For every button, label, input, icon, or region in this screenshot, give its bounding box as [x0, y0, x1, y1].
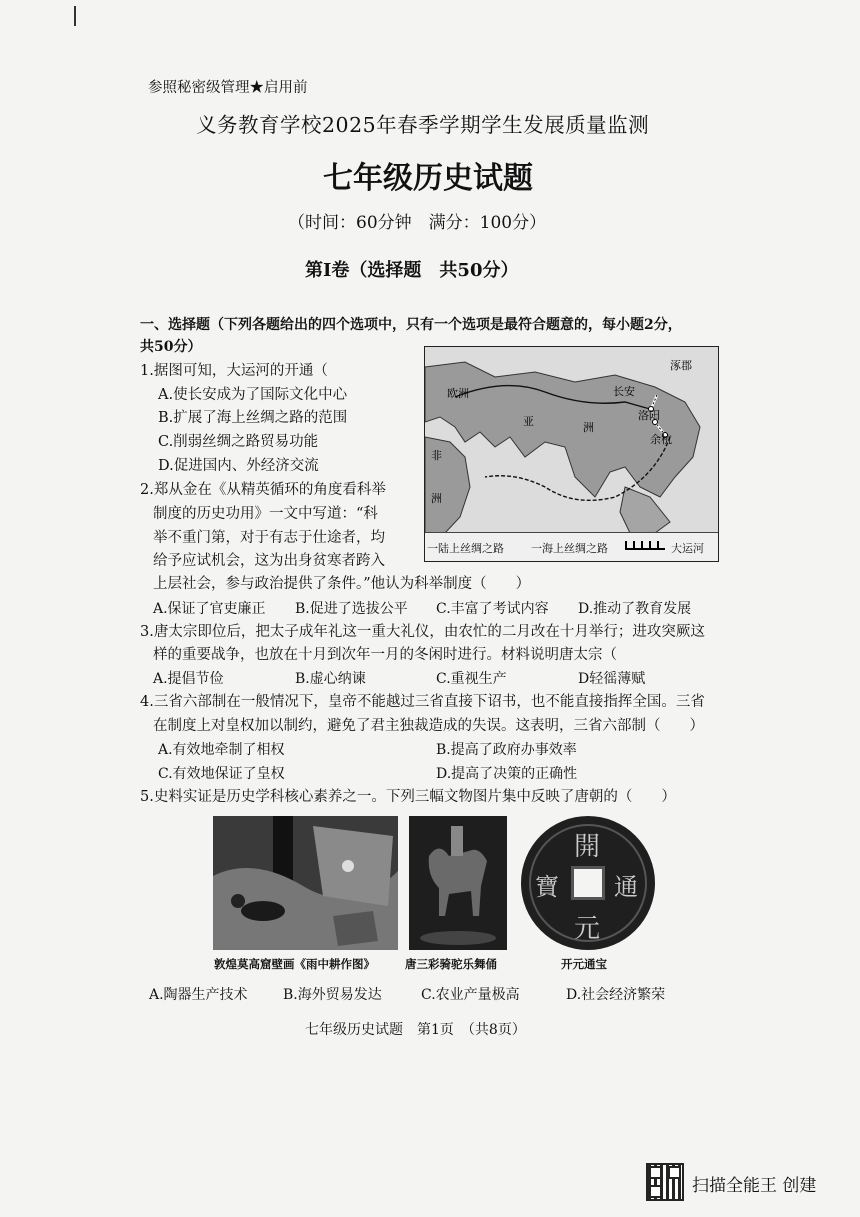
q5-option-a: A.陶器生产技术	[149, 987, 248, 1003]
map-drawing	[425, 347, 718, 533]
coin-char-top: 開	[574, 832, 601, 862]
volume-title: 第Ⅰ卷（选择题 共50分）	[305, 260, 519, 281]
map-legend	[425, 532, 718, 561]
q5-option-d: D.社会经济繁荣	[566, 987, 666, 1003]
page-footer: 七年级历史试题 第1页 （共8页）	[305, 1022, 526, 1038]
map-label-europe: 欧洲	[447, 387, 469, 400]
coin-square-hole	[571, 866, 605, 900]
map-label-africa-2: 洲	[431, 492, 442, 505]
scanner-watermark: 扫描全能王 创建	[692, 1176, 817, 1196]
coin-char-left: 寶	[535, 873, 559, 901]
q2-option-c: C.丰富了考试内容	[436, 601, 549, 617]
legend-sea-route: 一海上丝绸之路	[531, 542, 608, 555]
exam-time: （时间：60分钟 满分：100分）	[288, 213, 547, 233]
q5-option-b: B.海外贸易发达	[283, 987, 382, 1003]
q1-option-a: A.使长安成为了国际文化中心	[158, 387, 348, 403]
map-label-zhuojun: 涿郡	[670, 359, 692, 372]
map-label-changan: 长安	[613, 385, 635, 398]
tang-sancai-camel-image	[409, 816, 507, 950]
section-intro: 一、选择题（下列各题给出的四个选项中，只有一个选项是最符合题意的，每小题2分，	[140, 317, 682, 333]
q2-option-b: B.促进了选拔公平	[295, 601, 408, 617]
qr-code-icon	[646, 1163, 684, 1201]
scan-mark	[74, 6, 76, 26]
q2-line-4: 给予应试机会，这为出身贫寒者跨入	[153, 553, 385, 569]
q1-option-d: D.促进国内、外经济交流	[158, 458, 319, 474]
q1-stem: 1.据图可知，大运河的开通（	[140, 363, 328, 379]
q3-option-a: A.提倡节俭	[153, 671, 224, 687]
map-label-yuhang: 余杭	[650, 433, 672, 446]
camel-drawing	[409, 816, 507, 950]
legend-land-route: 一陆上丝绸之路	[427, 542, 504, 555]
q4-line-2: 在制度上对皇权加以制约，避免了君主独裁造成的失误。这表明，三省六部制（ ）	[153, 718, 704, 734]
q4-option-a: A.有效地牵制了相权	[158, 742, 285, 758]
q5-stem: 5.史料实证是历史学科核心素养之一。下列三幅文物图片集中反映了唐朝的（ ）	[140, 789, 676, 805]
q4-option-b: B.提高了政府办事效率	[436, 742, 577, 758]
q3-line-2: 样的重要战争，也放在十月到次年一月的冬闲时进行。材料说明唐太宗（	[153, 647, 617, 663]
legend-canal: 大运河	[671, 542, 704, 555]
q2-line-1: 2.郑从金在《从精英循环的角度看科举	[140, 482, 386, 498]
mural-rain-farming-image	[213, 816, 398, 950]
q4-line-1: 4.三省六部制在一般情况下，皇帝不能越过三省直接下诏书，也不能直接指挥全国。三省	[140, 694, 705, 710]
kaiyuan-coin-image	[521, 816, 655, 950]
q2-line-2: 制度的历史功用》一文中写道：“科	[153, 506, 378, 522]
q4-option-d: D.提高了决策的正确性	[436, 766, 578, 782]
q3-option-b: B.虚心纳谏	[295, 671, 366, 687]
caption-mural: 敦煌莫高窟壁画《雨中耕作图》	[214, 957, 375, 971]
exam-title: 七年级历史试题	[323, 161, 533, 196]
map-label-asia-2: 洲	[583, 421, 594, 434]
coin-char-bottom: 元	[574, 914, 601, 944]
q4-option-c: C.有效地保证了皇权	[158, 766, 285, 782]
q5-option-c: C.农业产量极高	[421, 987, 520, 1003]
q3-option-c: C.重视生产	[436, 671, 507, 687]
map-label-asia-1: 亚	[523, 415, 534, 428]
secret-level: 参照秘密级管理★启用前	[148, 80, 308, 96]
school-title: 义务教育学校2025年春季学期学生发展质量监测	[196, 113, 650, 137]
q3-line-1: 3.唐太宗即位后，把太子成年礼这一重大礼仪，由农忙的二月改在十月举行；进攻突厥这	[140, 624, 705, 640]
q1-option-b: B.扩展了海上丝绸之路的范围	[158, 410, 348, 426]
legend-canal-symbol	[625, 541, 665, 550]
q2-line-3: 举不重门第，对于有志于仕途者，均	[153, 530, 385, 546]
map-label-africa-1: 非	[431, 449, 442, 462]
caption-camel: 唐三彩骑驼乐舞俑	[405, 957, 497, 971]
q2-line-5: 上层社会，参与政治提供了条件。”他认为科举制度（ ）	[153, 576, 531, 592]
q2-option-d: D.推动了教育发展	[578, 601, 692, 617]
caption-coin: 开元通宝	[561, 957, 607, 971]
coin-char-right: 通	[614, 873, 638, 901]
q1-option-c: C.削弱丝绸之路贸易功能	[158, 434, 319, 450]
map-label-luoyang: 洛阳	[638, 409, 660, 422]
section-intro-2: 共50分）	[140, 339, 202, 355]
q3-option-d: D轻徭薄赋	[578, 671, 646, 687]
grand-canal-map	[424, 346, 719, 562]
q2-option-a: A.保证了官吏廉正	[153, 601, 266, 617]
mural-drawing	[213, 816, 398, 950]
